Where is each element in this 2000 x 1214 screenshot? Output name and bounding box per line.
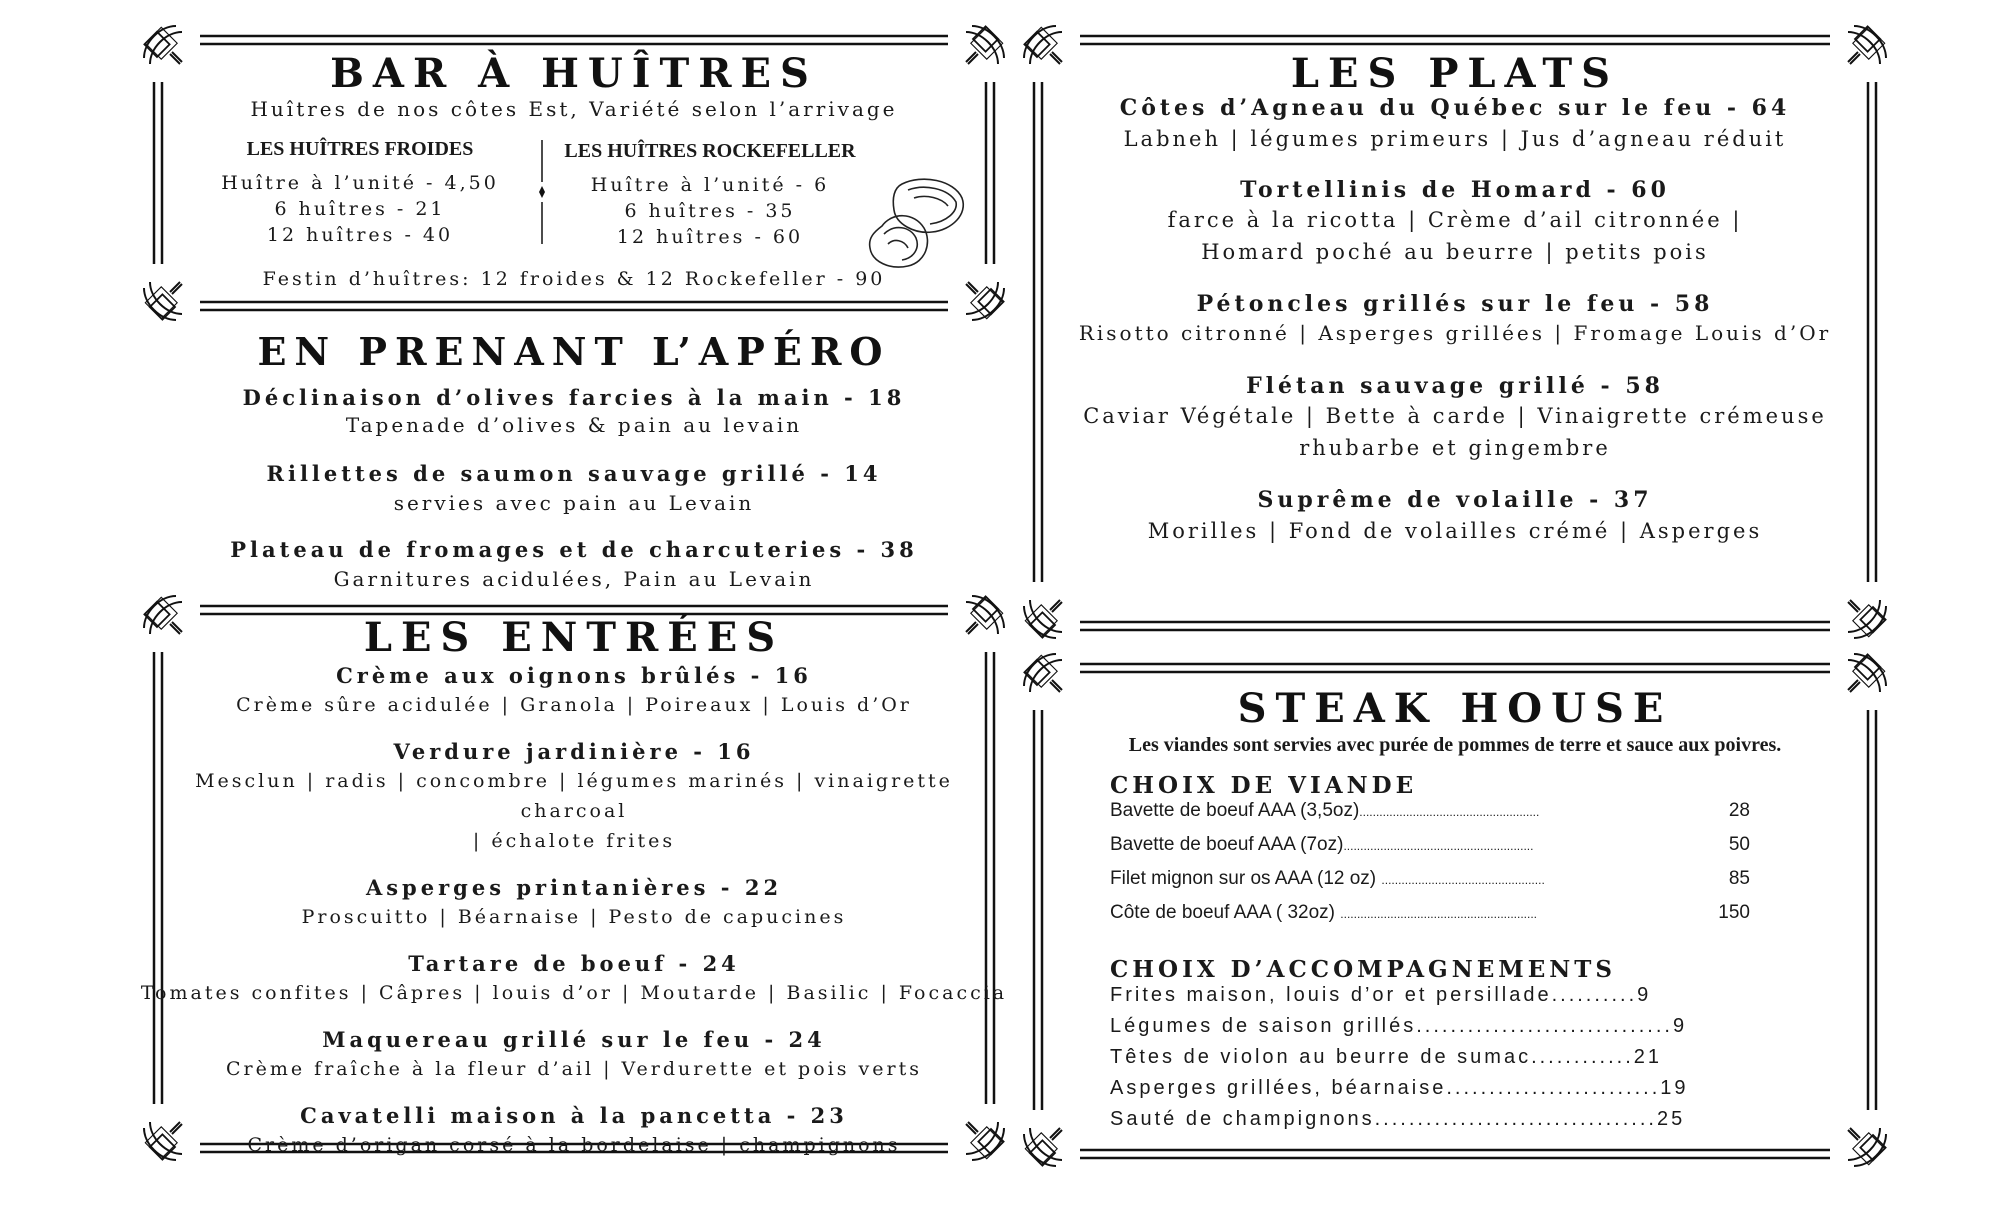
plat-item-name: Pétoncles grillés sur le feu - 58 bbox=[1196, 291, 1714, 317]
viande-name: Bavette de boeuf AAA (7oz) bbox=[1110, 834, 1344, 855]
bar-huitres-subtitle: Huîtres de nos côtes Est, Variété selon l’arrivage bbox=[250, 97, 898, 121]
bar-huitres-title: BAR À HUÎTRES bbox=[330, 50, 818, 97]
viande-row bbox=[1110, 800, 1539, 822]
entrees-title: LES ENTRÉES bbox=[363, 614, 785, 661]
entree-item bbox=[140, 950, 1008, 1008]
entree-item-desc: Proscuitto | Béarnaise | Pesto de capucines bbox=[301, 906, 847, 928]
choix-accompagnements-title: CHOIX D’ACCOMPAGNEMENTS bbox=[1110, 956, 1616, 983]
plat-item-name: Flétan sauvage grillé - 58 bbox=[1246, 373, 1664, 399]
plats-title: LES PLATS bbox=[1290, 50, 1620, 97]
viande-dots: ........................................................... bbox=[1340, 907, 1537, 921]
apero-item-name: Plateau de fromages et de charcuteries - 38 bbox=[230, 537, 918, 562]
corner-ornament-icon bbox=[1822, 574, 1888, 640]
apero-item-desc: Tapenade d’olives & pain au levain bbox=[345, 413, 803, 437]
plat-item-desc: Risotto citronné | Asperges grillées | Fromage Louis d’Or bbox=[1078, 321, 1832, 345]
choix-viande-title: CHOIX DE VIANDE bbox=[1110, 772, 1418, 799]
accompagnement-item: Têtes de violon au beurre de sumac............21 bbox=[1110, 1046, 1662, 1068]
viande-price: 50 bbox=[1728, 834, 1750, 855]
huitres-rockefeller-column bbox=[560, 138, 860, 250]
apero-item-desc: Garnitures acidulées, Pain au Levain bbox=[333, 567, 815, 591]
plat-item-desc: Morilles | Fond de volailles crémé | Asperges bbox=[1147, 519, 1763, 543]
diamond-divider-icon bbox=[539, 186, 545, 198]
huitres-froides-title: LES HUÎTRES FROIDES bbox=[246, 138, 474, 160]
entree-item-desc: Mesclun | radis | concombre | légumes marinés | vinaigrette charcoal bbox=[195, 770, 953, 822]
entree-item bbox=[140, 738, 1008, 856]
huitres-rockefeller-line: 6 huîtres - 35 bbox=[624, 200, 796, 222]
oyster-illustration-icon bbox=[862, 172, 972, 272]
viande-row bbox=[1110, 868, 1545, 890]
entree-item bbox=[140, 1102, 1008, 1160]
viande-price: 150 bbox=[1718, 902, 1750, 923]
plat-item bbox=[1020, 486, 1890, 548]
viande-price: 28 bbox=[1728, 800, 1750, 821]
plat-item-name: Suprême de volaille - 37 bbox=[1257, 487, 1653, 513]
apero-item bbox=[140, 536, 1008, 594]
viande-price: 85 bbox=[1728, 868, 1750, 889]
entree-item-name: Tartare de boeuf - 24 bbox=[408, 951, 740, 976]
huitres-rockefeller-line: 12 huîtres - 60 bbox=[616, 226, 804, 248]
viande-row bbox=[1110, 834, 1533, 856]
entree-item-name: Cavatelli maison à la pancetta - 23 bbox=[300, 1103, 848, 1128]
huitres-froides-line: Huître à l’unité - 4,50 bbox=[221, 172, 499, 194]
plat-item-desc: Homard poché au beurre | petits pois bbox=[1201, 240, 1709, 264]
accompagnement-item: Légumes de saison grillés..............................9 bbox=[1110, 1015, 1688, 1037]
steak-house-title: STEAK HOUSE bbox=[1237, 685, 1673, 732]
entree-item-desc: | échalote frites bbox=[472, 830, 676, 852]
apero-title: EN PRENANT L’APÉRO bbox=[257, 329, 891, 374]
steak-house-header bbox=[1020, 685, 1890, 757]
plat-item bbox=[1020, 372, 1890, 464]
steak-house-subtitle: Les viandes sont servies avec purée de pommes de terre et sauce aux poivres. bbox=[1128, 734, 1782, 756]
plat-item-desc: farce à la ricotta | Crème d’ail citronnée | bbox=[1167, 208, 1743, 232]
entree-item-desc: Tomates confites | Câpres | louis d’or | Moutarde | Basilic | Focaccia bbox=[140, 982, 1008, 1004]
viande-name: Filet mignon sur os AAA (12 oz) bbox=[1110, 868, 1377, 889]
apero-item bbox=[140, 460, 1008, 518]
entrees-section bbox=[140, 614, 1008, 1160]
viande-dots: ................................................. bbox=[1381, 873, 1545, 887]
entree-item-desc: Crème sûre acidulée | Granola | Poireaux | Louis d’Or bbox=[236, 694, 912, 716]
apero-item bbox=[140, 384, 1008, 438]
entree-item-desc: Crème d’origan corsé à la bordelaise | champignons bbox=[247, 1134, 901, 1156]
plat-item bbox=[1020, 176, 1890, 268]
huitres-froides-line: 12 huîtres - 40 bbox=[266, 224, 454, 246]
entree-item-name: Maquereau grillé sur le feu - 24 bbox=[322, 1027, 826, 1052]
huitres-froides-line: 6 huîtres - 21 bbox=[274, 198, 446, 220]
entree-item-desc: Crème fraîche à la fleur d’ail | Verdurette et pois verts bbox=[226, 1058, 922, 1080]
apero-item-name: Déclinaison d’olives farcies à la main - 18 bbox=[242, 385, 906, 410]
plat-item bbox=[1020, 290, 1890, 348]
huitres-rockefeller-title: LES HUÎTRES ROCKEFELLER bbox=[564, 140, 856, 162]
apero-section bbox=[140, 328, 1008, 594]
corner-ornament-icon bbox=[1822, 1102, 1888, 1168]
entree-item bbox=[140, 874, 1008, 932]
plat-item-desc: rhubarbe et gingembre bbox=[1299, 436, 1611, 460]
entree-item-name: Crème aux oignons brûlés - 16 bbox=[336, 663, 812, 688]
entree-item bbox=[140, 662, 1008, 720]
viande-row bbox=[1110, 902, 1537, 924]
corner-ornament-icon bbox=[1022, 1102, 1088, 1168]
festin-huitres: Festin d’huîtres: 12 froides & 12 Rockefeller - 90 bbox=[262, 268, 886, 290]
entree-item bbox=[140, 1026, 1008, 1084]
accompagnement-item: Frites maison, louis d’or et persillade..........9 bbox=[1110, 984, 1652, 1006]
plat-item-desc: Labneh | légumes primeurs | Jus d’agneau réduit bbox=[1123, 127, 1787, 151]
viande-name: Côte de boeuf AAA ( 32oz) bbox=[1110, 902, 1335, 923]
viande-dots: ......................................................... bbox=[1343, 839, 1534, 853]
accompagnements-list bbox=[1110, 980, 1689, 1135]
huitres-froides-column bbox=[210, 136, 510, 248]
plats-section bbox=[1020, 50, 1890, 548]
plat-item-desc: Caviar Végétale | Bette à carde | Vinaigrette crémeuse bbox=[1083, 404, 1827, 428]
corner-ornament-icon bbox=[1022, 574, 1088, 640]
viande-name: Bavette de boeuf AAA (3,5oz) bbox=[1110, 800, 1360, 821]
plat-item-name: Tortellinis de Homard - 60 bbox=[1240, 177, 1670, 203]
entree-item-name: Asperges printanières - 22 bbox=[365, 875, 783, 900]
entree-item-name: Verdure jardinière - 16 bbox=[393, 739, 755, 764]
viande-dots: ...................................................... bbox=[1359, 805, 1540, 819]
apero-item-desc: servies avec pain au Levain bbox=[393, 491, 755, 515]
plat-item bbox=[1020, 94, 1890, 156]
apero-item-name: Rillettes de saumon sauvage grillé - 14 bbox=[266, 461, 882, 486]
huitres-rockefeller-line: Huître à l’unité - 6 bbox=[590, 174, 830, 196]
accompagnement-item: Sauté de champignons.................................25 bbox=[1110, 1108, 1686, 1130]
accompagnement-item: Asperges grillées, béarnaise.........................19 bbox=[1110, 1077, 1689, 1099]
column-divider bbox=[532, 140, 552, 244]
plat-item-name: Côtes d’Agneau du Québec sur le feu - 64 bbox=[1119, 95, 1791, 121]
